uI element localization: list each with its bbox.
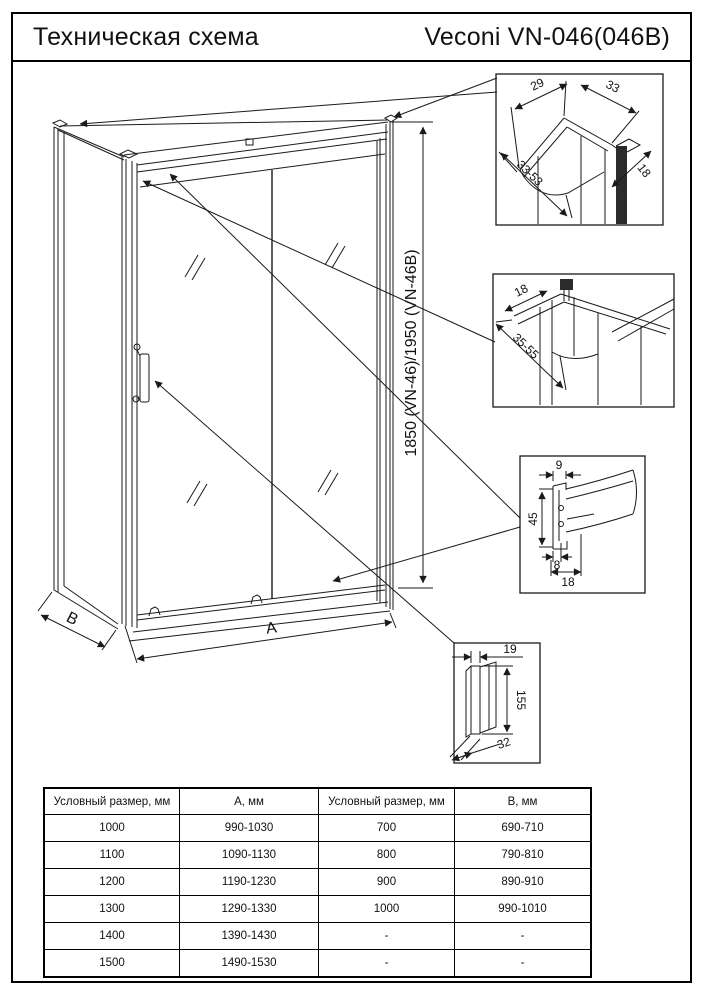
table-header-cell: А, мм <box>180 788 319 815</box>
table-row <box>44 950 591 978</box>
detail2-dim-35-55: 35-55 <box>509 330 542 362</box>
table-cell: - <box>455 950 592 978</box>
table-cell: 1100 <box>44 842 180 869</box>
table-cell: - <box>319 950 455 978</box>
table-header-cell: Условный размер, мм <box>319 788 455 815</box>
table-cell: 1500 <box>44 950 180 978</box>
table-row <box>44 923 591 950</box>
page-title: Техническая схема <box>33 22 259 51</box>
detail4-dim-155: 155 <box>514 689 528 711</box>
table-cell: - <box>319 923 455 950</box>
table-cell: 1390-1430 <box>180 923 319 950</box>
detail1-dim-29: 29 <box>528 75 547 94</box>
table-cell: 1200 <box>44 869 180 896</box>
table-cell: 1290-1330 <box>180 896 319 923</box>
detail3-dim-18: 18 <box>561 575 575 589</box>
table-cell: 800 <box>319 842 455 869</box>
table-row <box>44 896 591 923</box>
roller <box>251 595 262 604</box>
detail-rail-profile <box>520 456 645 593</box>
table-header-row <box>44 788 591 815</box>
table-cell: 890-910 <box>455 869 592 896</box>
detail3-dim-45: 45 <box>526 512 540 526</box>
table-row <box>44 869 591 896</box>
table-row <box>44 815 591 842</box>
detail4-dim-19: 19 <box>503 642 517 656</box>
table-cell: 1400 <box>44 923 180 950</box>
table-cell: 700 <box>319 815 455 842</box>
detail-handle <box>450 642 540 763</box>
table-cell: 990-1030 <box>180 815 319 842</box>
table-row <box>44 842 591 869</box>
table-header-cell: В, мм <box>455 788 592 815</box>
detail1-dim-33: 33 <box>603 77 622 96</box>
table-cell: - <box>455 923 592 950</box>
height-dimension-label: 1850 (VN-46)/1950 (VN-46B) <box>403 249 420 457</box>
roller <box>149 607 160 616</box>
table-cell: 1190-1230 <box>180 869 319 896</box>
table-cell: 1000 <box>319 896 455 923</box>
detail3-dim-9: 9 <box>555 458 563 472</box>
table-cell: 790-810 <box>455 842 592 869</box>
door-handle <box>133 344 149 402</box>
table-cell: 1090-1130 <box>180 842 319 869</box>
depth-dimension-label: B <box>63 608 81 629</box>
detail-wall-profile <box>493 274 674 407</box>
table-cell: 990-1010 <box>455 896 592 923</box>
main-dimensions <box>38 122 433 663</box>
detail2-dim-18: 18 <box>512 281 531 300</box>
detail1-dim-33-53: 33-53 <box>513 157 546 189</box>
glass-marks <box>185 243 345 506</box>
table-cell: 690-710 <box>455 815 592 842</box>
table-cell: 1490-1530 <box>180 950 319 978</box>
table-cell: 1000 <box>44 815 180 842</box>
detail-top-profile <box>496 74 663 225</box>
width-dimension-label: A <box>264 619 278 638</box>
table-header-cell: Условный размер, мм <box>44 788 180 815</box>
table-cell: 1300 <box>44 896 180 923</box>
shower-enclosure-view <box>53 115 397 641</box>
detail4-dim-32: 32 <box>495 734 513 753</box>
product-name: Veconi VN-046(046B) <box>424 22 670 51</box>
detail1-dim-18: 18 <box>634 160 654 181</box>
leader-lines <box>80 78 520 643</box>
detail3-dim-8: 8 <box>553 558 561 572</box>
table-cell: 900 <box>319 869 455 896</box>
size-table <box>43 787 592 978</box>
